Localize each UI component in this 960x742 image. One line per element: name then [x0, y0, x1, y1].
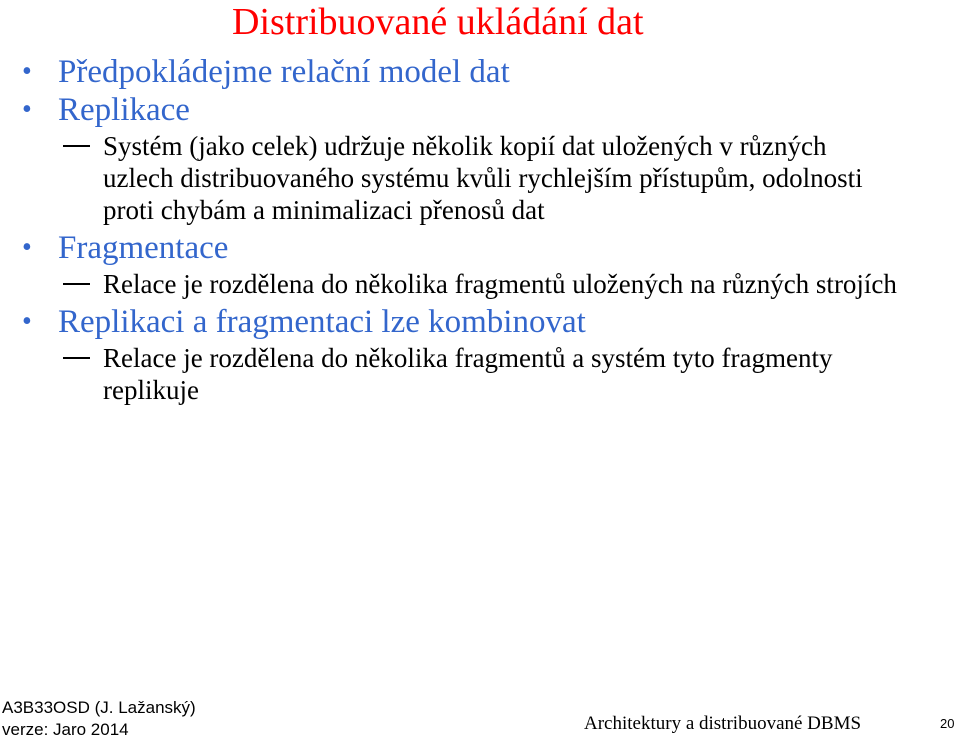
bullet-item: [0, 54, 960, 90]
page-number: 20: [940, 716, 955, 731]
bullet-dot-icon: •: [22, 306, 32, 337]
dash-icon: [63, 145, 90, 147]
sub-item: [0, 130, 960, 226]
bullet-item: [0, 230, 960, 266]
bullet-dot-icon: •: [22, 94, 32, 125]
bullet-text: Replikace: [58, 92, 190, 128]
sub-text: Relace je rozdělena do několika fragmentů a systém tyto fragmenty replikuje: [103, 343, 833, 405]
footer-course: A3B33OSD (J. Lažanský): [2, 698, 196, 717]
bullet-item: [0, 92, 960, 128]
bullet-text: Předpokládejme relační model dat: [58, 54, 510, 90]
footer-course-info: [2, 697, 196, 741]
bullet-dot-icon: •: [22, 56, 32, 87]
bullet-item: [0, 304, 960, 340]
sub-item: [0, 268, 960, 300]
dash-icon: [63, 357, 90, 359]
dash-icon: [63, 283, 90, 285]
footer-version: verze: Jaro 2014: [2, 720, 129, 739]
sub-text: Systém (jako celek) udržuje několik kopií dat uložených v různých uzlech distribuovaného systému kvůli rychlejším přístupům, odolnosti proti chybám a minimalizaci přenosů dat: [103, 131, 863, 225]
bullet-text: Fragmentace: [58, 230, 229, 266]
slide-content: [0, 54, 960, 410]
bullet-text: Replikaci a fragmentaci lze kombinovat: [58, 304, 586, 340]
bullet-dot-icon: •: [22, 232, 32, 263]
sub-text: Relace je rozdělena do několika fragmentů uložených na různých strojích: [103, 269, 897, 299]
sub-item: [0, 342, 960, 406]
footer-topic: Architektury a distribuované DBMS: [584, 713, 862, 734]
slide-title: Distribuované ukládání dat: [232, 1, 644, 43]
